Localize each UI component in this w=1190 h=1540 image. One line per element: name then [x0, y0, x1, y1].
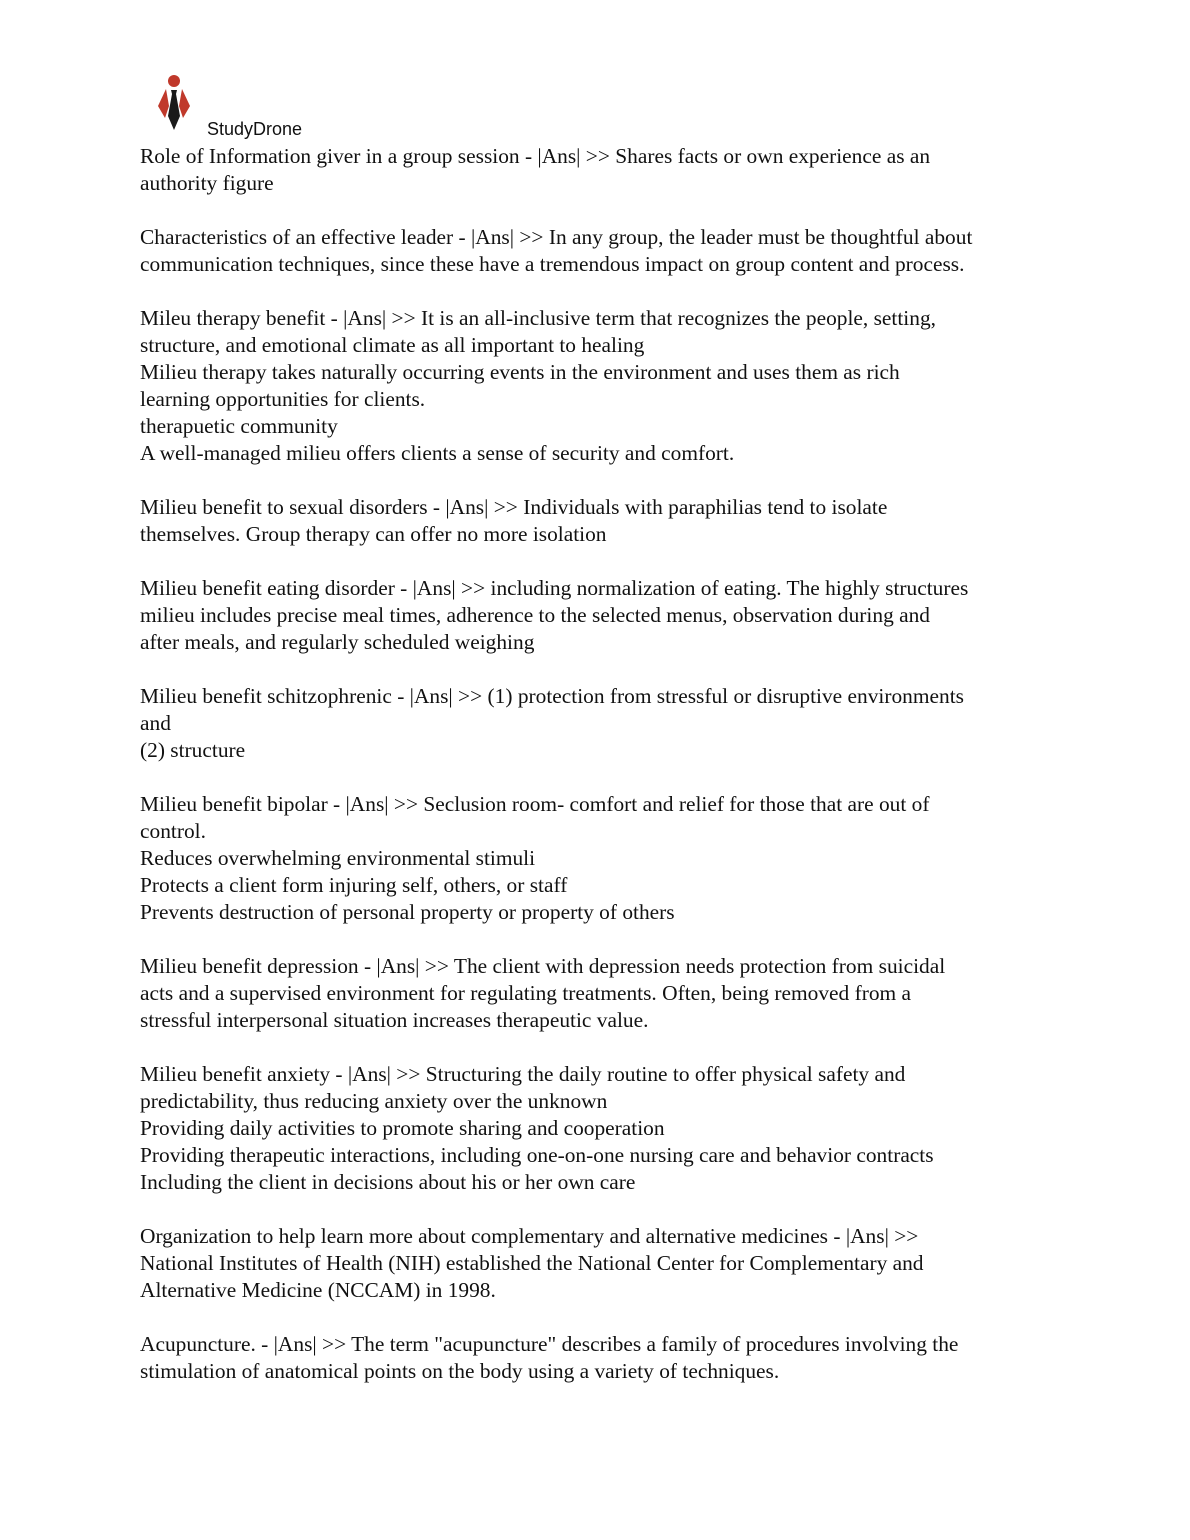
entry-line: Milieu benefit eating disorder - |Ans| >> including normalization of eating. The highly structures: [140, 576, 969, 600]
qa-entry: [140, 791, 1070, 926]
qa-entry: [140, 683, 1070, 764]
logo-head: [168, 75, 180, 87]
entry-line: Acupuncture. - |Ans| >> The term "acupuncture" describes a family of procedures involving the: [140, 1332, 959, 1356]
entry-line: stressful interpersonal situation increases therapeutic value.: [140, 1008, 649, 1032]
entry-line: Characteristics of an effective leader - |Ans| >> In any group, the leader must be thoughtful about: [140, 225, 973, 249]
entry-line: Milieu benefit bipolar - |Ans| >> Seclusion room- comfort and relief for those that are out of: [140, 792, 930, 816]
brand-name: StudyDrone: [207, 119, 303, 139]
entry-line: after meals, and regularly scheduled weighing: [140, 630, 535, 654]
qa-entry: [140, 224, 1070, 278]
entry-line: Protects a client form injuring self, others, or staff: [140, 873, 568, 897]
entry-line: Including the client in decisions about his or her own care: [140, 1170, 636, 1194]
qa-entry: [140, 305, 1070, 467]
entry-line: Milieu benefit schitzophrenic - |Ans| >> (1) protection from stressful or disruptive environments: [140, 684, 964, 708]
qa-entry: [140, 143, 1070, 197]
entry-line: Mileu therapy benefit - |Ans| >> It is an all-inclusive term that recognizes the people, setting,: [140, 306, 936, 330]
entry-line: Milieu benefit to sexual disorders - |Ans| >> Individuals with paraphilias tend to isolate: [140, 495, 888, 519]
entry-line: acts and a supervised environment for regulating treatments. Often, being removed from a: [140, 981, 911, 1005]
entry-line: Milieu therapy takes naturally occurring events in the environment and uses them as rich: [140, 360, 900, 384]
qa-entry: [140, 575, 1070, 656]
qa-entry: [140, 1061, 1070, 1196]
studydrone-logo-icon: [152, 72, 200, 136]
entry-line: A well-managed milieu offers clients a sense of security and comfort.: [140, 441, 735, 465]
entry-line: therapuetic community: [140, 414, 338, 438]
qa-entry: [140, 953, 1070, 1034]
entry-line: themselves. Group therapy can offer no more isolation: [140, 522, 607, 546]
entry-line: learning opportunities for clients.: [140, 387, 426, 411]
logo-tie: [168, 90, 180, 130]
entry-line: predictability, thus reducing anxiety over the unknown: [140, 1089, 608, 1113]
entry-line: Role of Information giver in a group session - |Ans| >> Shares facts or own experience as an: [140, 144, 931, 168]
entry-line: structure, and emotional climate as all important to healing: [140, 333, 645, 357]
entry-line: Reduces overwhelming environmental stimuli: [140, 846, 536, 870]
entry-line: Organization to help learn more about complementary and alternative medicines - |Ans| >>: [140, 1224, 919, 1248]
entry-line: and: [140, 711, 171, 735]
qa-content: [140, 143, 1070, 1412]
entry-line: milieu includes precise meal times, adherence to the selected menus, observation during and: [140, 603, 931, 627]
qa-entry: [140, 494, 1070, 548]
logo-left-lapel: [158, 89, 169, 118]
entry-line: Milieu benefit anxiety - |Ans| >> Structuring the daily routine to offer physical safety and: [140, 1062, 906, 1086]
entry-line: Providing therapeutic interactions, including one-on-one nursing care and behavior contracts: [140, 1143, 934, 1167]
qa-entry: [140, 1223, 1070, 1304]
qa-entry: [140, 1331, 1070, 1385]
entry-line: Alternative Medicine (NCCAM) in 1998.: [140, 1278, 496, 1302]
entry-line: Providing daily activities to promote sharing and cooperation: [140, 1116, 665, 1140]
entry-line: National Institutes of Health (NIH) established the National Center for Complementary and: [140, 1251, 924, 1275]
logo-graphic: [152, 72, 200, 136]
entry-line: (2) structure: [140, 738, 246, 762]
entry-line: Milieu benefit depression - |Ans| >> The client with depression needs protection from suicidal: [140, 954, 946, 978]
entry-line: communication techniques, since these have a tremendous impact on group content and process.: [140, 252, 965, 276]
entry-line: control.: [140, 819, 206, 843]
entry-line: authority figure: [140, 171, 274, 195]
entry-line: Prevents destruction of personal property or property of others: [140, 900, 675, 924]
logo-right-lapel: [179, 89, 190, 118]
entry-line: stimulation of anatomical points on the body using a variety of techniques.: [140, 1359, 780, 1383]
